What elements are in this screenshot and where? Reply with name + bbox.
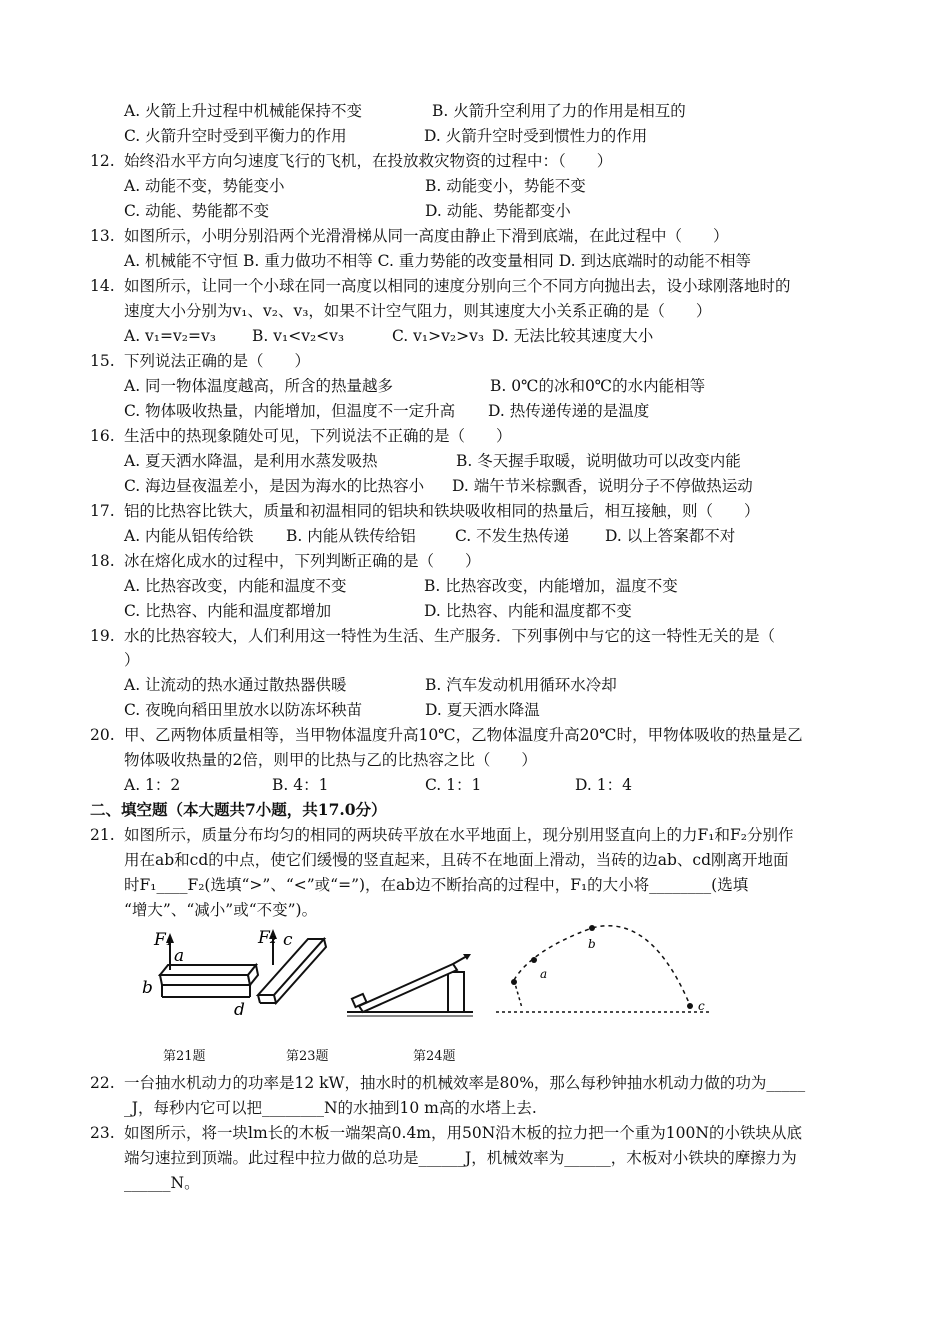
q20-stem-line1: 甲、乙两物体质量相等，当甲物体温度升高10℃，乙物体温度升高20℃时，甲物体吸收的热量是乙 bbox=[124, 726, 803, 744]
q17-option-a: A. 内能从铝传给铁 bbox=[124, 527, 254, 545]
q21-line1: 如图所示，质量分布均匀的相同的两块砖平放在水平地面上，现分别用竖直向上的力F₁和F₂分别作 bbox=[124, 826, 794, 844]
q11-option-b: B. 火箭升空利用了力的作用是相互的 bbox=[432, 102, 686, 120]
caption-fig21: 第21题 bbox=[163, 1049, 206, 1064]
q18-option-c: C. 比热容、内能和温度都增加 bbox=[124, 602, 332, 620]
q11-option-d: D. 火箭升空时受到惯性力的作用 bbox=[424, 127, 648, 145]
q11-option-c: C. 火箭升空时受到平衡力的作用 bbox=[124, 127, 347, 145]
q16-option-c: C. 海边昼夜温差小，是因为海水的比热容小 bbox=[124, 477, 425, 495]
ball-point-c bbox=[687, 1003, 693, 1009]
q21-line2: 用在ab和cd的中点，使它们缓慢的竖直起来，且砖不在地面上滑动，当砖的边ab、cd刚离开地面 bbox=[124, 851, 789, 869]
label-b: b bbox=[142, 978, 153, 998]
ball-point-b bbox=[589, 925, 595, 931]
pull-arrow bbox=[453, 956, 467, 964]
q17-option-d: D. 以上答案都不对 bbox=[605, 527, 736, 545]
launch-point bbox=[511, 979, 517, 985]
q20-option-a: A. 1：2 bbox=[124, 776, 181, 794]
q17-number: 17. bbox=[90, 502, 115, 520]
q20-number: 20. bbox=[90, 726, 115, 744]
ball-point-a bbox=[531, 957, 537, 963]
caption-fig24: 第24题 bbox=[413, 1049, 456, 1064]
q22-number: 22. bbox=[90, 1074, 115, 1092]
q19-stem-line2: ） bbox=[124, 651, 140, 669]
q12-number: 12. bbox=[90, 152, 115, 170]
support-block bbox=[448, 972, 464, 1012]
q14-option-b: B. v₁<v₂<v₃ bbox=[252, 327, 345, 345]
q23-line1: 如图所示，将一块lm长的木板一端架高0.4m，用50N沿木板的拉力把一个重为100N的小铁块从底 bbox=[124, 1124, 802, 1142]
q14-stem-line1: 如图所示，让同一个小球在同一高度以相同的速度分别向三个不同方向抛出去，设小球刚落地时的 bbox=[124, 277, 791, 295]
q11-option-a: A. 火箭上升过程中机械能保持不变 bbox=[124, 102, 363, 120]
q15-option-c: C. 物体吸收热量，内能增加，但温度不一定升高 bbox=[124, 402, 456, 420]
figure-21-bricks bbox=[138, 925, 338, 1020]
figure-24-projectile bbox=[492, 920, 717, 1020]
q18-option-d: D. 比热容、内能和温度都不变 bbox=[424, 602, 632, 620]
q13-number: 13. bbox=[90, 227, 115, 245]
label-a: a bbox=[540, 967, 548, 981]
q16-stem: 生活中的热现象随处可见，下列说法不正确的是（ ） bbox=[124, 427, 512, 445]
label-a: a bbox=[174, 946, 185, 966]
q23-line2: 端匀速拉到顶端。此过程中拉力做的总功是______J，机械效率为______，木板对小铁块的摩擦力为 bbox=[124, 1149, 797, 1167]
q19-option-a: A. 让流动的热水通过散热器供暖 bbox=[124, 676, 347, 694]
q13-options: A. 机械能不守恒 B. 重力做功不相等 C. 重力势能的改变量相同 D. 到达底端时的动能不相等 bbox=[124, 252, 751, 270]
label-f2: F₂ bbox=[258, 928, 277, 948]
brick-1-side bbox=[160, 975, 250, 985]
q21-number: 21. bbox=[90, 826, 115, 844]
q12-option-c: C. 动能、势能都不变 bbox=[124, 202, 270, 220]
label-c: c bbox=[698, 999, 705, 1013]
wooden-board bbox=[359, 964, 457, 1012]
label-f1: F₁ bbox=[154, 930, 173, 950]
q12-option-b: B. 动能变小，势能不变 bbox=[425, 177, 586, 195]
q12-option-d: D. 动能、势能都变小 bbox=[425, 202, 571, 220]
q23-number: 23. bbox=[90, 1124, 115, 1142]
q15-option-a: A. 同一物体温度越高，所含的热量越多 bbox=[124, 377, 394, 395]
q21-line4: “增大”、“减小”或“不变”)。 bbox=[124, 901, 318, 919]
section-fill-in-title: 二、填空题（本大题共7小题，共17.0分） bbox=[90, 800, 387, 819]
q17-stem: 铝的比热容比铁大，质量和初温相同的铝块和铁块吸收相同的热量后，相互接触，则（ ） bbox=[124, 502, 760, 520]
q21-line3: 时F₁____F₂(选填“>”、“<”或“=”)，在ab边不断抬高的过程中，F₁的大小将________(选填 bbox=[124, 876, 749, 894]
q20-option-c: C. 1：1 bbox=[425, 776, 482, 794]
q18-number: 18. bbox=[90, 552, 115, 570]
q14-number: 14. bbox=[90, 277, 115, 295]
q16-option-b: B. 冬天握手取暖，说明做功可以改变内能 bbox=[456, 452, 741, 470]
label-d: d bbox=[234, 1000, 245, 1020]
q18-option-a: A. 比热容改变，内能和温度不变 bbox=[124, 577, 347, 595]
q20-stem-line2: 物体吸收热量的2倍，则甲的比热与乙的比热容之比（ ） bbox=[124, 751, 537, 769]
q18-stem: 冰在熔化成水的过程中，下列判断正确的是（ ） bbox=[124, 552, 481, 570]
q14-option-d: D. 无法比较其速度大小 bbox=[492, 327, 654, 345]
q22-line2: _J，每秒内它可以把________N的水抽到10 m高的水塔上去. bbox=[124, 1099, 537, 1117]
q16-option-d: D. 端午节米棕飘香，说明分子不停做热运动 bbox=[452, 477, 753, 495]
q16-option-a: A. 夏天洒水降温，是利用水蒸发吸热 bbox=[124, 452, 378, 470]
q14-stem-line2: 速度大小分别为v₁、v₂、v₃，如果不计空气阻力，则其速度大小关系正确的是（ ） bbox=[124, 302, 712, 320]
q19-stem-line1: 水的比热容较大，人们利用这一特性为生活、生产服务．下列事例中与它的这一特性无关的是（ bbox=[124, 627, 776, 645]
q22-line1: 一台抽水机动力的功率是12 kW，抽水时的机械效率是80%，那么每秒钟抽水机动力做的功为_____ bbox=[124, 1074, 806, 1092]
q17-option-c: C. 不发生热传递 bbox=[455, 527, 570, 545]
q19-option-b: B. 汽车发动机用循环水冷却 bbox=[425, 676, 617, 694]
figure-23-incline bbox=[345, 950, 475, 1020]
label-b: b bbox=[588, 937, 596, 951]
q16-number: 16. bbox=[90, 427, 115, 445]
q14-option-c: C. v₁>v₂>v₃ bbox=[392, 327, 485, 345]
caption-fig23: 第23题 bbox=[286, 1049, 329, 1064]
q14-option-a: A. v₁=v₂=v₃ bbox=[124, 327, 216, 345]
q23-line3: ______N。 bbox=[124, 1174, 200, 1192]
q19-option-c: C. 夜晚向稻田里放水以防冻坏秧苗 bbox=[124, 701, 363, 719]
label-c: c bbox=[283, 930, 293, 950]
brick-1-top bbox=[160, 965, 256, 975]
q12-stem: 始终沿水平方向匀速度飞行的飞机，在投放救灾物资的过程中：（ ） bbox=[124, 152, 613, 170]
q18-option-b: B. 比热容改变，内能增加，温度不变 bbox=[424, 577, 678, 595]
q20-option-b: B. 4：1 bbox=[272, 776, 329, 794]
q15-number: 15. bbox=[90, 352, 115, 370]
q15-option-d: D. 热传递传递的是温度 bbox=[488, 402, 650, 420]
q17-option-b: B. 内能从铁传给铝 bbox=[286, 527, 416, 545]
q20-option-d: D. 1：4 bbox=[575, 776, 632, 794]
q13-stem: 如图所示，小明分别沿两个光滑滑梯从同一高度由静止下滑到底端，在此过程中（ ） bbox=[124, 227, 729, 245]
q15-stem: 下列说法正确的是（ ） bbox=[124, 352, 311, 370]
q12-option-a: A. 动能不变，势能变小 bbox=[124, 177, 285, 195]
q15-option-b: B. 0℃的冰和0℃的水内能相等 bbox=[490, 377, 706, 395]
q19-number: 19. bbox=[90, 627, 115, 645]
q19-option-d: D. 夏天洒水降温 bbox=[425, 701, 540, 719]
